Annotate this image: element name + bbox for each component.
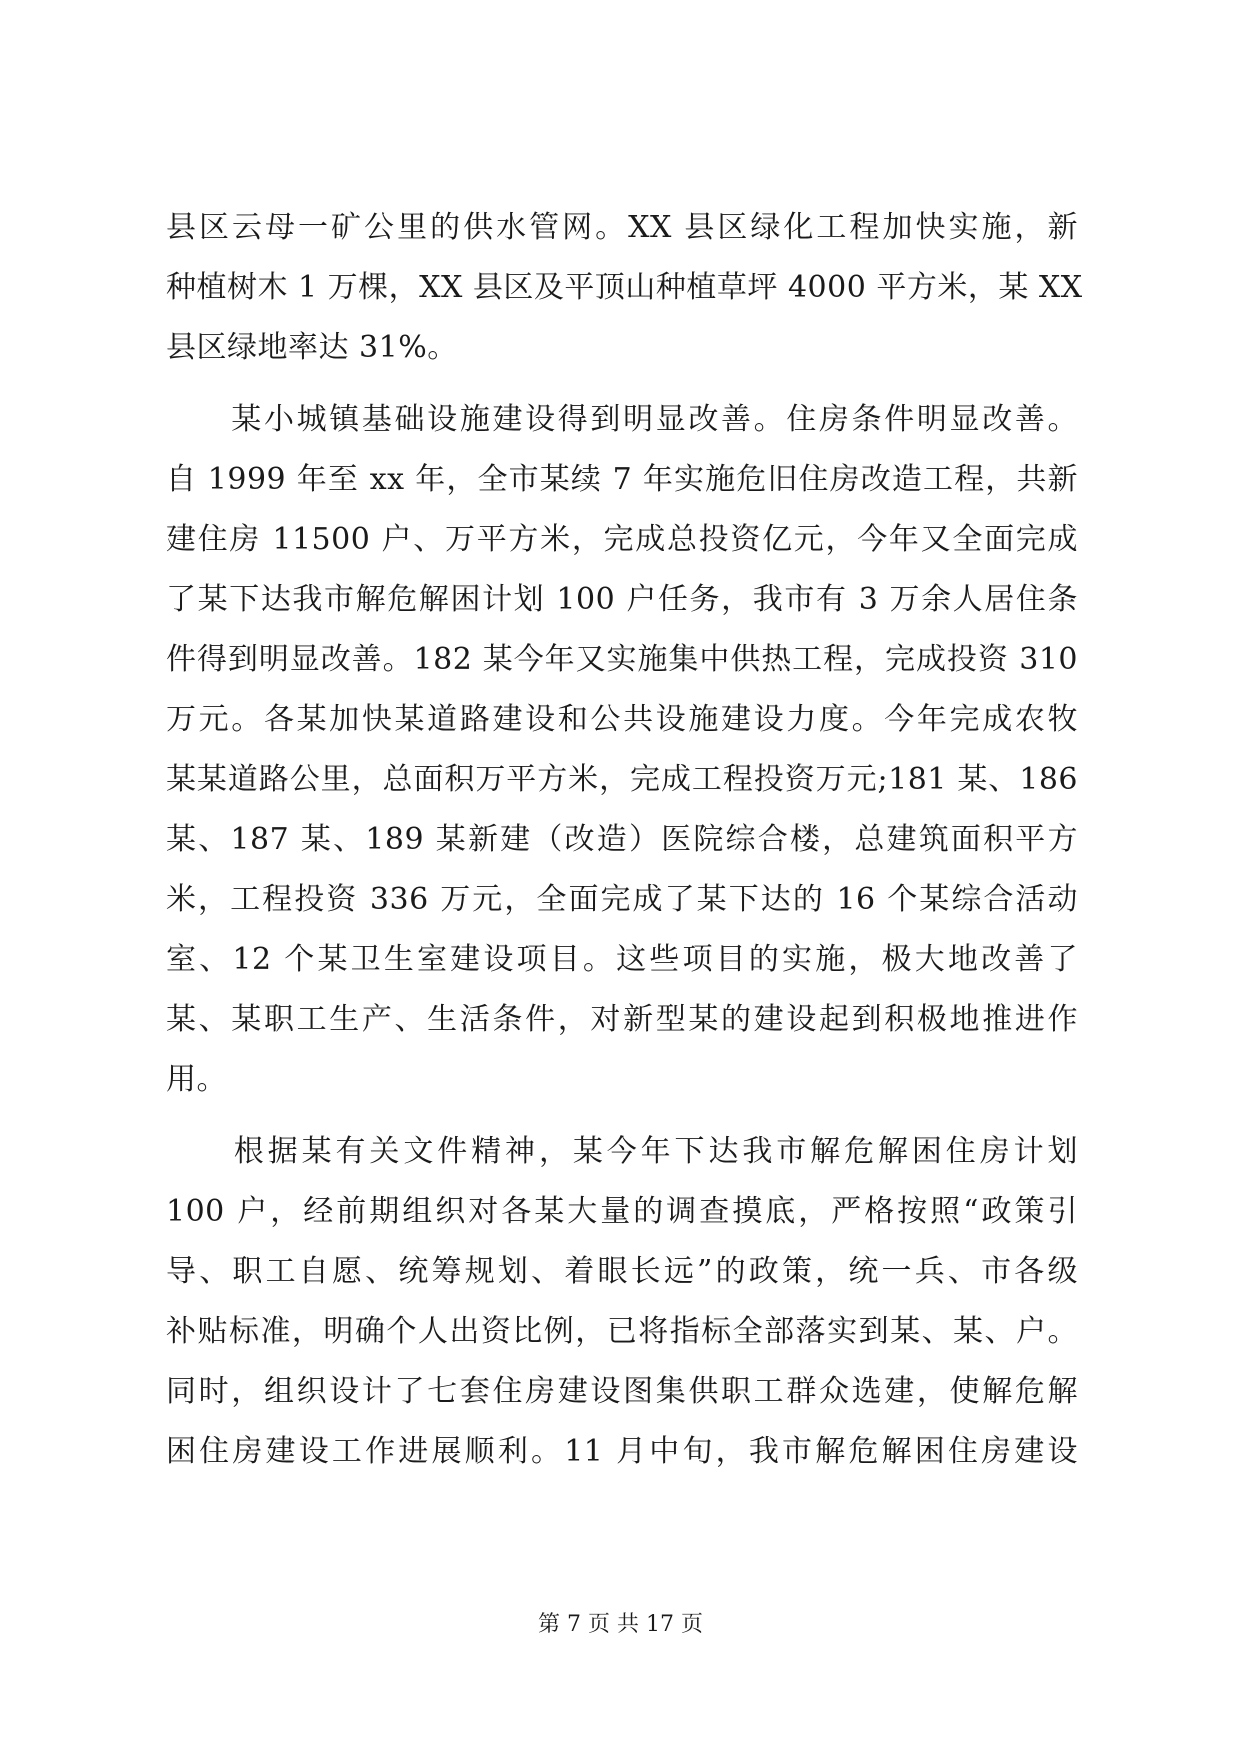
text-line: 用。	[166, 1062, 227, 1097]
text-line: 米，工程投资 336 万元，全面完成了某下达的 16 个某综合活动	[166, 882, 1078, 917]
text-line: 县区绿地率达 31%。	[166, 330, 458, 365]
text-line: 某、某职工生产、生活条件，对新型某的建设起到积极地推进作	[166, 1002, 1078, 1037]
text-line: 困住房建设工作进展顺利。11 月中旬，我市解危解困住房建设	[166, 1434, 1078, 1469]
text-line: 种植树木 1 万棵，XX 县区及平顶山种植草坪 4000 平方米，某 XX	[166, 270, 1083, 305]
text-line: 了某下达我市解危解困计划 100 户任务，我市有 3 万余人居住条	[166, 582, 1078, 617]
page-number-footer: 第 7 页 共 17 页	[538, 1612, 703, 1637]
paragraph-1	[166, 198, 1083, 378]
paragraph-gap	[166, 378, 1078, 390]
paragraph-2	[166, 390, 1078, 1110]
text-line: 万元。各某加快某道路建设和公共设施建设力度。今年完成农牧	[166, 702, 1078, 737]
text-line: 100 户，经前期组织对各某大量的调查摸底，严格按照“政策引	[166, 1194, 1078, 1229]
text-line: 某某道路公里，总面积万平方米，完成工程投资万元;181 某、186	[166, 762, 1078, 797]
text-line: 自 1999 年至 xx 年，全市某续 7 年实施危旧住房改造工程，共新	[166, 462, 1078, 497]
text-line: 某、187 某、189 某新建（改造）医院综合楼，总建筑面积平方	[166, 822, 1078, 857]
text-line: 导、职工自愿、统筹规划、着眼长远”的政策，统一兵、市各级	[166, 1254, 1078, 1289]
text-line: 补贴标准，明确个人出资比例，已将指标全部落实到某、某、户。	[166, 1314, 1078, 1349]
text-line: 县区云母一矿公里的供水管网。XX 县区绿化工程加快实施，新	[166, 210, 1078, 245]
text-line: 室、12 个某卫生室建设项目。这些项目的实施，极大地改善了	[166, 942, 1078, 977]
paragraph-3	[166, 1122, 1078, 1482]
text-line: 建住房 11500 户、万平方米，完成总投资亿元，今年又全面完成	[166, 522, 1078, 557]
body-text	[166, 198, 1083, 1482]
text-line: 件得到明显改善。182 某今年又实施集中供热工程，完成投资 310	[166, 642, 1078, 677]
text-line: 根据某有关文件精神，某今年下达我市解危解困住房计划	[166, 1134, 1078, 1169]
text-line: 同时，组织设计了七套住房建设图集供职工群众选建，使解危解	[166, 1374, 1078, 1409]
paragraph-gap	[166, 1110, 1078, 1122]
text-line: 某小城镇基础设施建设得到明显改善。住房条件明显改善。	[166, 402, 1078, 437]
